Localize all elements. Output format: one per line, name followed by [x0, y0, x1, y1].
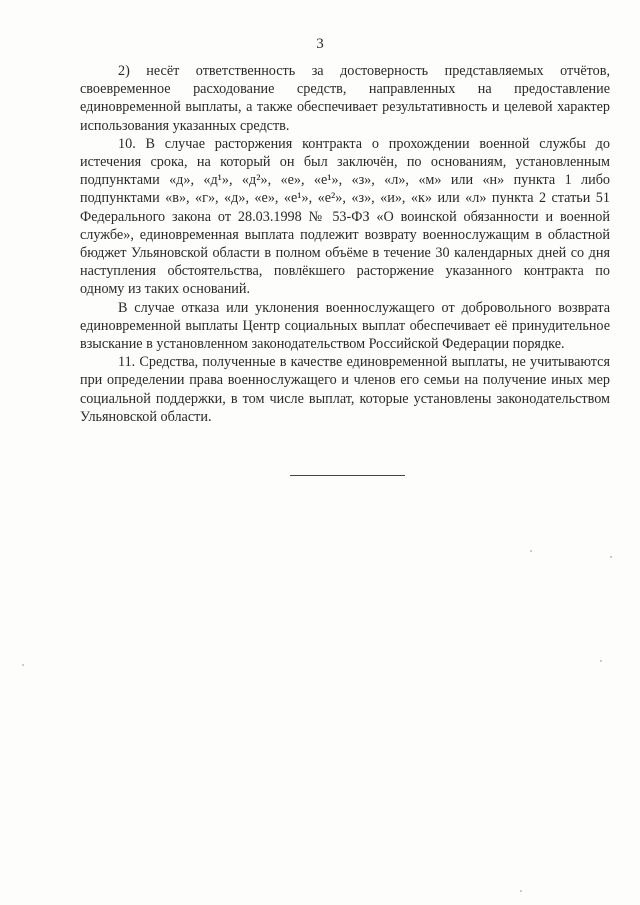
scan-speck: [610, 556, 612, 558]
paragraph-11-social-support: 11. Средства, полученные в качестве единовременной выплаты, не учитываются при определении права военнослужащего и членов его семьи на получение иных мер социальной поддержки, в том числе выплат, которые установлены законодательством Ульяновской области.: [80, 354, 610, 425]
scan-speck: [22, 664, 24, 666]
body-text: [80, 62, 610, 426]
paragraph-responsibility: 2) несёт ответственность за достоверность представляемых отчётов, своевременное расходование средств, направленных на предоставление единовременной выплаты, а также обеспечивает результативность и целевой характер использования указанных средств.: [80, 63, 610, 134]
page-number: 3: [316, 36, 324, 52]
scan-speck: [530, 550, 532, 552]
paragraph-refusal-enforcement: В случае отказа или уклонения военнослужащего от добровольного возврата единовременной выплаты Центр социальных выплат обеспечивает её принудительное взыскание в установленном законодательством Российской Федерации порядке.: [80, 299, 610, 353]
scan-speck: [520, 890, 522, 892]
scan-speck: [600, 660, 602, 662]
closing-divider-line: [290, 475, 405, 476]
paragraph-10-contract-termination: 10. В случае расторжения контракта о прохождении военной службы до истечения срока, на который он был заключён, по основаниям, установленным подпунктами «д», «д¹», «д²», «е», «е¹», «з», «л», «м» или «н» пункта 1 либо подпунктами «в», «г», «д», «е», «е¹», «е²», «з», «и», «к» или «л» пункта 2 статьи 51 Федерального закона от 28.03.1998 № 53-ФЗ «О воинской обязанности и военной службе», единовременная выплата подлежит возврату военнослужащим в областной бюджет Ульяновской области в полном объёме в течение 30 календарных дней со дня наступления обстоятельства, повлёкшего расторжение указанного контракта по одному из таких оснований.: [80, 135, 610, 298]
